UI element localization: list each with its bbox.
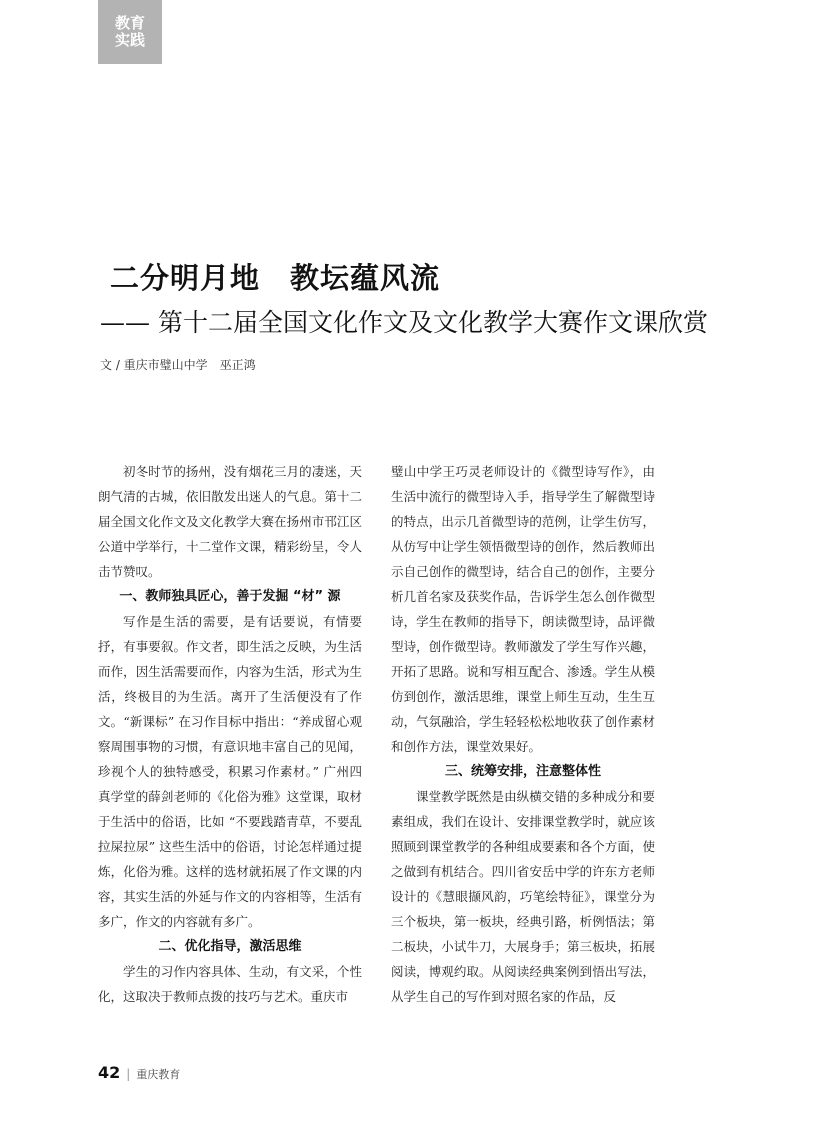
paragraph: 写作是生活的需要，是有话要说，有情要抒，有事要叙。作文者，即生活之反映，为生活而作，因生活需要而作，内容为生活，形式为生活，终极目的为生活。离开了生活便没有了作文。“新课标” 在习作目标中指出：“养成留心观察周围事物的习惯，有意识地丰富自己的见闻，珍视个人的独特感受，积累习作素材。” 广州四真学堂的薛剑老师的《化俗为雅》这堂课，取材于生活中的俗语，比如 “不要践踏青草，不要乱拉屎拉尿” 这些生活中的俗语，讨论怎样通过提炼，化俗为雅。这样的选材就拓展了作文课的内容，其实生活的外延与作文的内容相等，生活有多广，作文的内容就有多广。	[98, 614, 362, 929]
paragraph: 璧山中学王巧灵老师设计的《微型诗写作》，由生活中流行的微型诗入手，指导学生了解微型诗的特点，出示几首微型诗的范例，让学生仿写，从仿写中让学生领悟微型诗的创作，然后教师出示自己创作的微型诗，结合自己的创作，主要分析几首名家及获奖作品，告诉学生怎么创作微型诗，学生在教师的指导下，朗读微型诗，品评微型诗，创作微型诗。教师激发了学生写作兴趣，开拓了思路。说和写相互配合、渗透。学生从模仿到创作，激活思维，课堂上师生互动，生生互动，气氛融洽，学生轻轻松松地收获了创作素材和创作方法，课堂效果好。	[391, 464, 655, 754]
section-tag	[98, 0, 162, 64]
paragraph: 学生的习作内容具体、生动，有文采，个性化，这取决于教师点拨的技巧与艺术。重庆市	[98, 964, 362, 1004]
magazine-name: 重庆教育	[136, 1068, 181, 1081]
right-column	[391, 459, 655, 1009]
article-title: 二分明月地 教坛蕴风流	[110, 261, 441, 295]
section-heading: 二、优化指导，激活思维	[158, 939, 302, 954]
byline: 文 / 重庆市璧山中学 巫正鸿	[100, 358, 256, 372]
footer-separator: |	[126, 1067, 131, 1081]
paragraph: 初冬时节的扬州，没有烟花三月的凄迷，天朗气清的古城，依旧散发出迷人的气息。第十二届全国文化作文及文化教学大赛在扬州市邗江区公道中学举行，十二堂作文课，精彩纷呈，令人击节赞叹。	[98, 464, 362, 579]
article-subtitle: —— 第十二届全国文化作文及文化教学大赛作文课欣赏	[100, 308, 708, 337]
left-column	[98, 459, 362, 1009]
section-tag-line2: 实践	[114, 31, 145, 49]
page-number: 42	[98, 1063, 121, 1082]
page-footer	[98, 1063, 180, 1082]
paragraph: 课堂教学既然是由纵横交错的多种成分和要素组成，我们在设计、安排课堂教学时，就应该照顾到课堂教学的各种组成要素和各个方面，使之做到有机结合。四川省安岳中学的许东方老师设计的《慧眼撷风韵，巧笔绘特征》，课堂分为三个板块，第一板块，经典引路，析例悟法；第二板块，小试牛刀，大展身手；第三板块，拓展阅读，博观约取。从阅读经典案例到悟出写法，从学生自己的写作到对照名家的作品，反	[391, 789, 655, 1004]
section-tag-line1: 教育	[114, 14, 145, 32]
section-heading: 三、统筹安排，注意整体性	[444, 764, 601, 779]
section-heading: 一、教师独具匠心，善于发掘 “材” 源	[119, 589, 341, 604]
